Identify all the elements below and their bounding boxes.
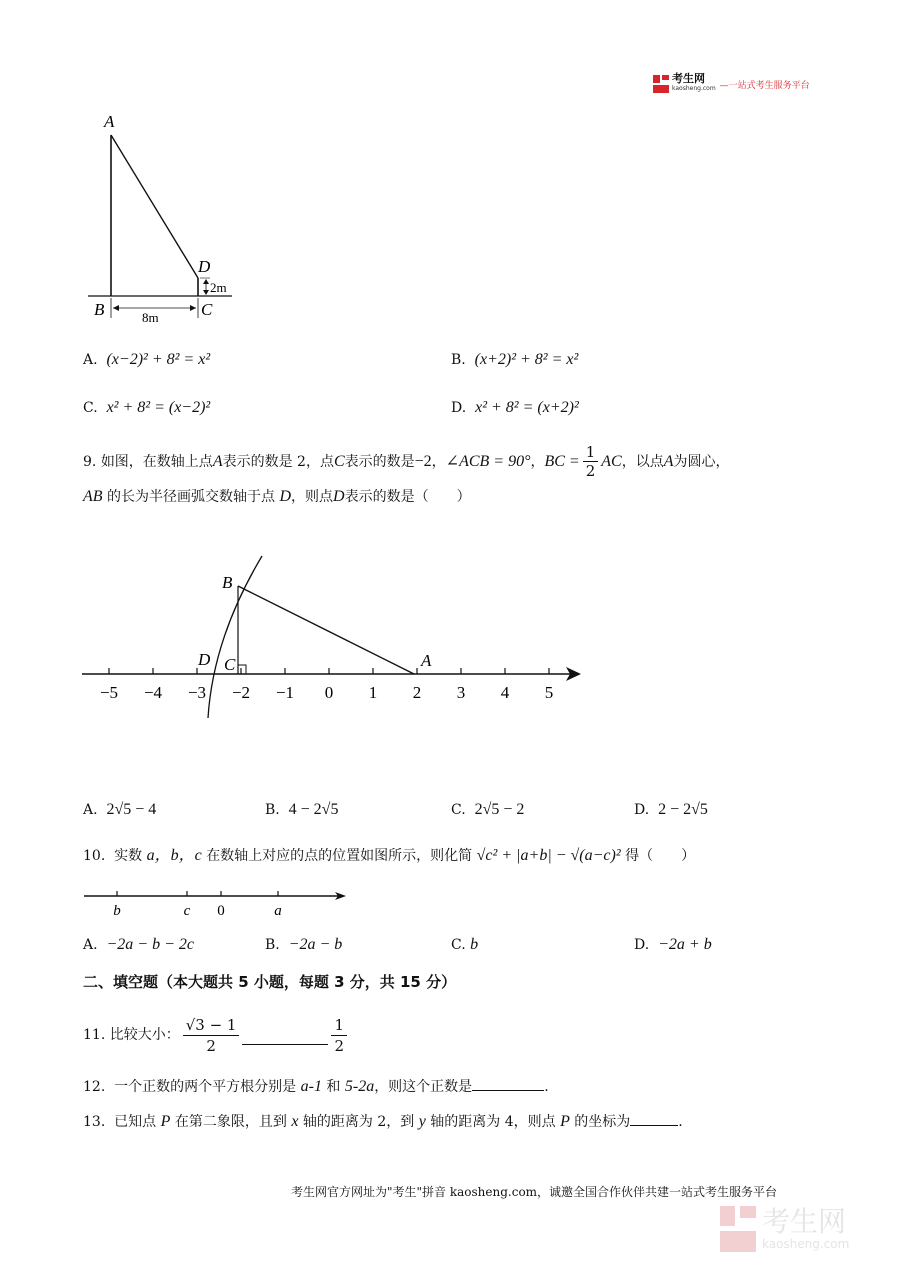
q10-option-c[interactable]: C. b xyxy=(451,936,479,953)
point-label: a xyxy=(274,903,282,919)
label-b: B xyxy=(222,573,233,592)
q9-option-b[interactable]: B. 4 − 2√5 xyxy=(265,801,339,818)
q10-stem: 10. 实数 a，b，c 在数轴上对应的点的位置如图所示，则化简 √c² + |a+b| − √(a−c)² 得（ ） xyxy=(83,847,696,864)
label-a: A xyxy=(104,112,115,131)
header-slogan: —一站式考生服务平台 xyxy=(719,80,810,91)
label-c: C xyxy=(224,655,236,674)
point-label: 0 xyxy=(217,903,225,919)
watermark-logo-icon xyxy=(720,1206,756,1252)
point-label: c xyxy=(183,903,191,919)
q9-stem-line1: 9. 如图，在数轴上点 A 表示的数是 2，点 C 表示的数是 −2 ， ∠ACB = 90° ， BC = $\frac{1}{2}$ AC ，以点 A 为圆心， xyxy=(83,443,730,480)
q10-option-d[interactable]: D. −2a + b xyxy=(634,936,712,953)
right-angle-mark xyxy=(238,665,246,674)
q8-option-d-expr: x² + 8² = (x+2)² xyxy=(475,399,579,416)
label-d: D xyxy=(198,257,211,276)
label-c: C xyxy=(201,300,213,319)
q13-answer-blank[interactable] xyxy=(630,1111,678,1126)
tick-label: −3 xyxy=(187,683,207,702)
segment-ab xyxy=(238,586,414,674)
q10-expression: √c² + |a+b| − √(a−c)² xyxy=(476,847,621,864)
tick-label: −4 xyxy=(143,683,163,702)
q10-option-a[interactable]: A. −2a − b − 2c xyxy=(83,936,194,953)
tick-label: 4 xyxy=(500,683,510,702)
footer-text: 考生网官方网址为"考生"拼音 kaosheng.com，诚邀全国合作伙伴共建一站式考生服务平台 xyxy=(291,1185,778,1199)
q12: 12. 一个正数的两个平方根分别是 a-1 和 5-2a，则这个正数是 . xyxy=(83,1078,549,1095)
q8-option-a[interactable]: A. (x−2)² + 8² = x² xyxy=(83,351,211,368)
q8-option-d[interactable]: D. x² + 8² = (x+2)² xyxy=(451,399,579,416)
tick-label: −1 xyxy=(275,683,295,702)
logo-text: 考生网 xyxy=(672,72,705,85)
q8-option-b[interactable]: B. (x+2)² + 8² = x² xyxy=(451,351,579,368)
q9-stem-line2: AB 的长为半径画弧交数轴于点 D，则点D表示的数是（ ） xyxy=(83,488,471,505)
q11: 11. 比较大小： $\frac{√3 - 1}{2}$ $\frac{1}{2}$ xyxy=(83,1014,350,1056)
watermark-text: 考生网 xyxy=(762,1205,847,1238)
tick-label: 2 xyxy=(412,683,422,702)
q9-fraction: $\frac{1}{2}$ xyxy=(583,443,599,480)
q10-option-a-expr: −2a − b − 2c xyxy=(106,936,194,953)
q9-option-a-expr: 2√5 − 4 xyxy=(106,801,157,818)
tick-label: 1 xyxy=(368,683,378,702)
kaosheng-logo-icon xyxy=(653,75,669,93)
footer-watermark xyxy=(720,1206,849,1252)
figure-q8 xyxy=(80,108,250,328)
figure-q9-number-line xyxy=(78,548,588,718)
tick-label: 3 xyxy=(456,683,466,702)
q10-option-d-expr: −2a + b xyxy=(658,936,712,953)
header-logo xyxy=(653,74,810,94)
label-b: B xyxy=(94,300,105,319)
q10-option-c-expr: b xyxy=(470,936,479,953)
watermark-subtext: kaosheng.com xyxy=(762,1237,850,1251)
q8-option-c-expr: x² + 8² = (x−2)² xyxy=(106,399,211,416)
q11-right-fraction: $\frac{1}{2}$ xyxy=(331,1015,347,1056)
q11-answer-blank[interactable] xyxy=(242,1026,328,1045)
q9-option-b-expr: 4 − 2√5 xyxy=(288,801,339,818)
label-a: A xyxy=(421,651,432,670)
q9-option-a[interactable]: A. 2√5 − 4 xyxy=(83,801,157,818)
q9-option-d[interactable]: D. 2 − 2√5 xyxy=(634,801,708,818)
q8-option-c[interactable]: C. x² + 8² = (x−2)² xyxy=(83,399,211,416)
tick-label: 5 xyxy=(544,683,554,702)
q10-option-b-expr: −2a − b xyxy=(288,936,343,953)
q9-option-c[interactable]: C. 2√5 − 2 xyxy=(451,801,525,818)
q11-left-fraction: $\frac{√3 - 1}{2}$ xyxy=(183,1015,240,1056)
dim-label-2m: 2m xyxy=(210,280,227,295)
tick-label: −2 xyxy=(231,683,251,702)
point-label: b xyxy=(113,903,121,919)
q9-option-c-expr: 2√5 − 2 xyxy=(474,801,525,818)
q12-answer-blank[interactable] xyxy=(472,1076,544,1091)
line-ad xyxy=(111,135,198,278)
dim-label-8m: 8m xyxy=(142,310,159,325)
q9-option-d-expr: 2 − 2√5 xyxy=(658,801,708,818)
tick-label: 0 xyxy=(324,683,334,702)
label-d: D xyxy=(198,650,211,669)
tick-label: −5 xyxy=(99,683,119,702)
q13: 13. 已知点 P 在第二象限，且到 x 轴的距离为 2，到 y 轴的距离为 4，则点 P 的坐标为 . xyxy=(83,1113,683,1130)
logo-subtext: kaosheng.com xyxy=(672,85,716,92)
q8-option-b-expr: (x+2)² + 8² = x² xyxy=(474,351,579,368)
figure-q10-number-line xyxy=(80,884,350,920)
q10-option-b[interactable]: B. −2a − b xyxy=(265,936,343,953)
section-title: 二、填空题（本大题共 5 小题，每题 3 分，共 15 分） xyxy=(83,973,457,991)
q8-option-a-expr: (x−2)² + 8² = x² xyxy=(106,351,211,368)
